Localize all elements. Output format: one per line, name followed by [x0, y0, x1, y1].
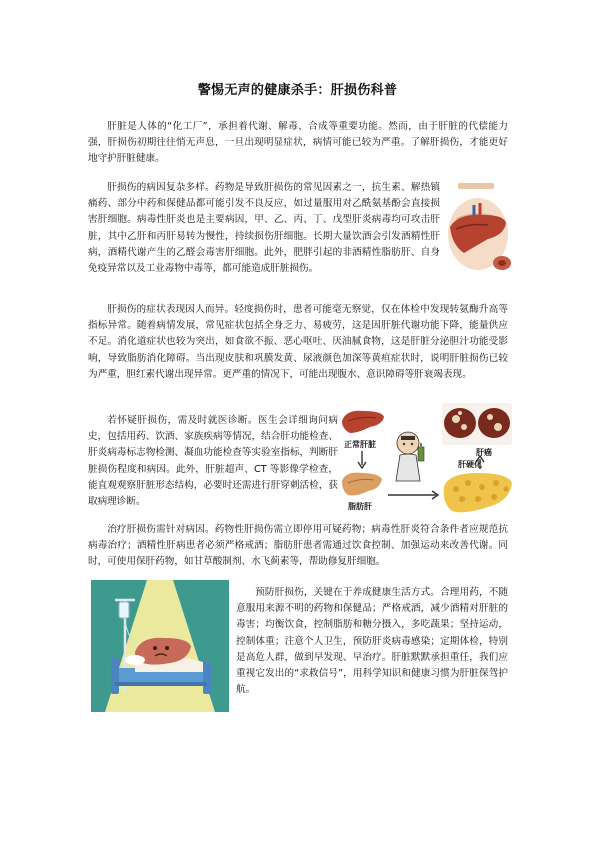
- paragraph-diagnosis: 若怀疑肝损伤，需及时就医诊断。医生会详细询问病史，包括用药、饮酒、家族疾病等情况，结合肝功能检查、肝炎病毒标志物检测、凝血功能检查等实验室指标，判断肝脏损伤程度和病因。此外，肝脏超声、CT 等影像学检查，能直观观察肝脏形态结构，必要时还需进行肝穿刺活检，获取病理诊断。: [88, 415, 338, 508]
- liver-cancer-image: [442, 403, 512, 445]
- paragraph-symptoms: 肝损伤的症状表现因人而异。轻度损伤时，患者可能毫无察觉，仅在体检中发现转氨酶升高等指标异常。随着病情发展，常见症状包括全身乏力、易疲劳，这是因肝脏代谢功能下降，能量供应不足。消化道症状也较为突出，如食欲不振、恶心呕吐、厌油腻食物，这是肝脏分泌胆汁功能受影响，导致脂肪消化障碍。当出现皮肤和巩膜发黄、尿液颜色加深等黄疸症状时，说明肝脏损伤已较为严重，胆红素代谢出现异常。更严重的情况下，可能出现腹水、意识障碍等肝衰竭表现。: [88, 304, 508, 380]
- paragraph-causes: 肝损伤的病因复杂多样。药物是导致肝损伤的常见因素之一，抗生素、解热镇痛药、部分中药和保健品都可能引发不良反应，如过量服用对乙酰氨基酚会直接损害肝细胞。病毒性肝炎也是主要病因，甲、乙、丙、丁、戊型肝炎病毒均可攻击肝脏，其中乙肝和丙肝易转为慢性，持续损伤肝细胞。长期大量饮酒会引发酒精性肝病，酒精代谢产生的乙醛会毒害肝细胞。此外，肥胖引起的非酒精性脂肪肝、自身免疫异常以及工业毒物中毒等，都可能造成肝脏损伤。: [88, 182, 440, 275]
- paragraph-prevention: 预防肝损伤，关键在于养成健康生活方式。合理用药，不随意服用来源不明的药物和保健品；严格戒酒，减少酒精对肝脏的毒害；均衡饮食，控制脂肪和糖分摄入，多吃蔬果；坚持运动，控制体重；注意个人卫生，预防肝炎病毒感染；定期体检，特别是高危人群，做到早发现、早治疗。肝脏默默承担重任，我们应重视它发出的“求救信号”，用科学知识和健康习惯为肝脏保驾护航。: [236, 587, 508, 696]
- liver-progression-figure: [338, 403, 516, 517]
- liver-illustration: [444, 179, 512, 279]
- paragraph-intro: 肝脏是人体的“化工厂”，承担着代谢、解毒、合成等重要功能。然而，由于肝脏的代偿能力强，肝损伤初期往往悄无声息，一旦出现明显症状，病情可能已较为严重。了解肝损伤，才能更好地守护肝脏健康。: [88, 121, 508, 165]
- page-title: 警惕无声的健康杀手：肝损伤科普: [197, 83, 398, 98]
- label-normal-liver: 正常肝脏: [344, 440, 376, 449]
- label-liver-cancer: 肝癌: [476, 448, 492, 457]
- sick-liver-illustration: [91, 580, 229, 712]
- label-fatty-liver: 脂肪肝: [348, 502, 372, 511]
- paragraph-treatment: 治疗肝损伤需针对病因。药物性肝损伤需立即停用可疑药物；病毒性肝炎符合条件者应规范抗病毒治疗；酒精性肝病患者必须严格戒酒；脂肪肝患者需通过饮食控制、加强运动来改善代谢。同时，可使用保肝药物，如甘草酸制剂、水飞蓟素等，帮助修复肝细胞。: [88, 524, 508, 568]
- label-cirrhosis: 肝硬化: [458, 460, 482, 469]
- normal-liver-image: [340, 405, 386, 435]
